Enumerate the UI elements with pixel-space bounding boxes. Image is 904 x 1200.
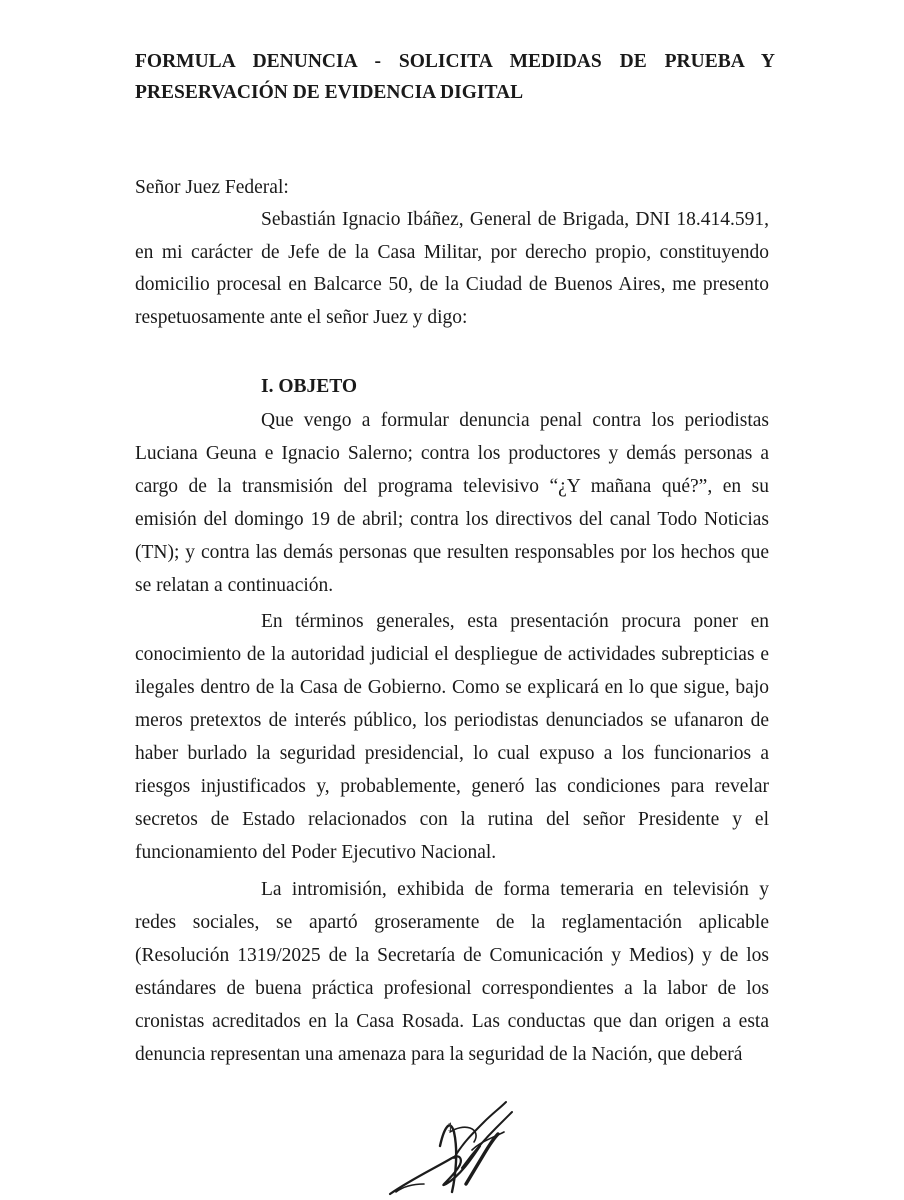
section-heading-objeto: I. OBJETO: [261, 376, 358, 397]
document-title-line-2: PRESERVACIÓN DE EVIDENCIA DIGITAL: [135, 82, 524, 103]
document-title: [135, 46, 775, 108]
page-number: 1: [447, 1119, 454, 1134]
paragraph-1: Que vengo a formular denuncia penal contra los periodistas Luciana Geuna e Ignacio Salerno; contra los productores y demás personas a cargo de la transmisión del programa televisivo “¿Y mañana qué?”, en su emisión del domingo 19 de abril; contra los directivos del canal Todo Noticias (TN); y contra las demás personas que resulten responsables por los hechos que se relatan a continuación.: [135, 410, 769, 596]
salutation: Señor Juez Federal:: [135, 177, 289, 198]
document-title-line-1: FORMULA DENUNCIA - SOLICITA MEDIDAS DE PRUEBA Y: [135, 51, 775, 72]
paragraph-3: La intromisión, exhibida de forma temeraria en televisión y redes sociales, se apartó groseramente de la reglamentación aplicable (Resolución 1319/2025 de la Secretaría de Comunicación y Medios) y de los estándares de buena práctica profesional correspondientes a la labor de los cronistas acreditados en la Casa Rosada. Las conductas que dan origen a esta denuncia representan una amenaza para la seguridad de la Nación, que deberá: [135, 879, 769, 1065]
paragraph-2: En términos generales, esta presentación procura poner en conocimiento de la autoridad judicial el despliegue de actividades subrepticias e ilegales dentro de la Casa de Gobierno. Como se explicará en lo que sigue, bajo meros pretextos de interés público, los periodistas denunciados se ufanaron de haber burlado la seguridad presidencial, lo cual expuso a los funcionarios a riesgos injustificados y, probablemente, generó las condiciones para revelar secretos de Estado relacionados con la rutina del señor Presidente y el funcionamiento del Poder Ejecutivo Nacional.: [135, 611, 769, 863]
handwritten-signature: [380, 1088, 530, 1200]
intro-paragraph: Sebastián Ignacio Ibáñez, General de Brigada, DNI 18.414.591, en mi carácter de Jefe de la Casa Militar, por derecho propio, constituyendo domicilio procesal en Balcarce 50, de la Ciudad de Buenos Aires, me presento respetuosamente ante el señor Juez y digo:: [135, 209, 769, 328]
